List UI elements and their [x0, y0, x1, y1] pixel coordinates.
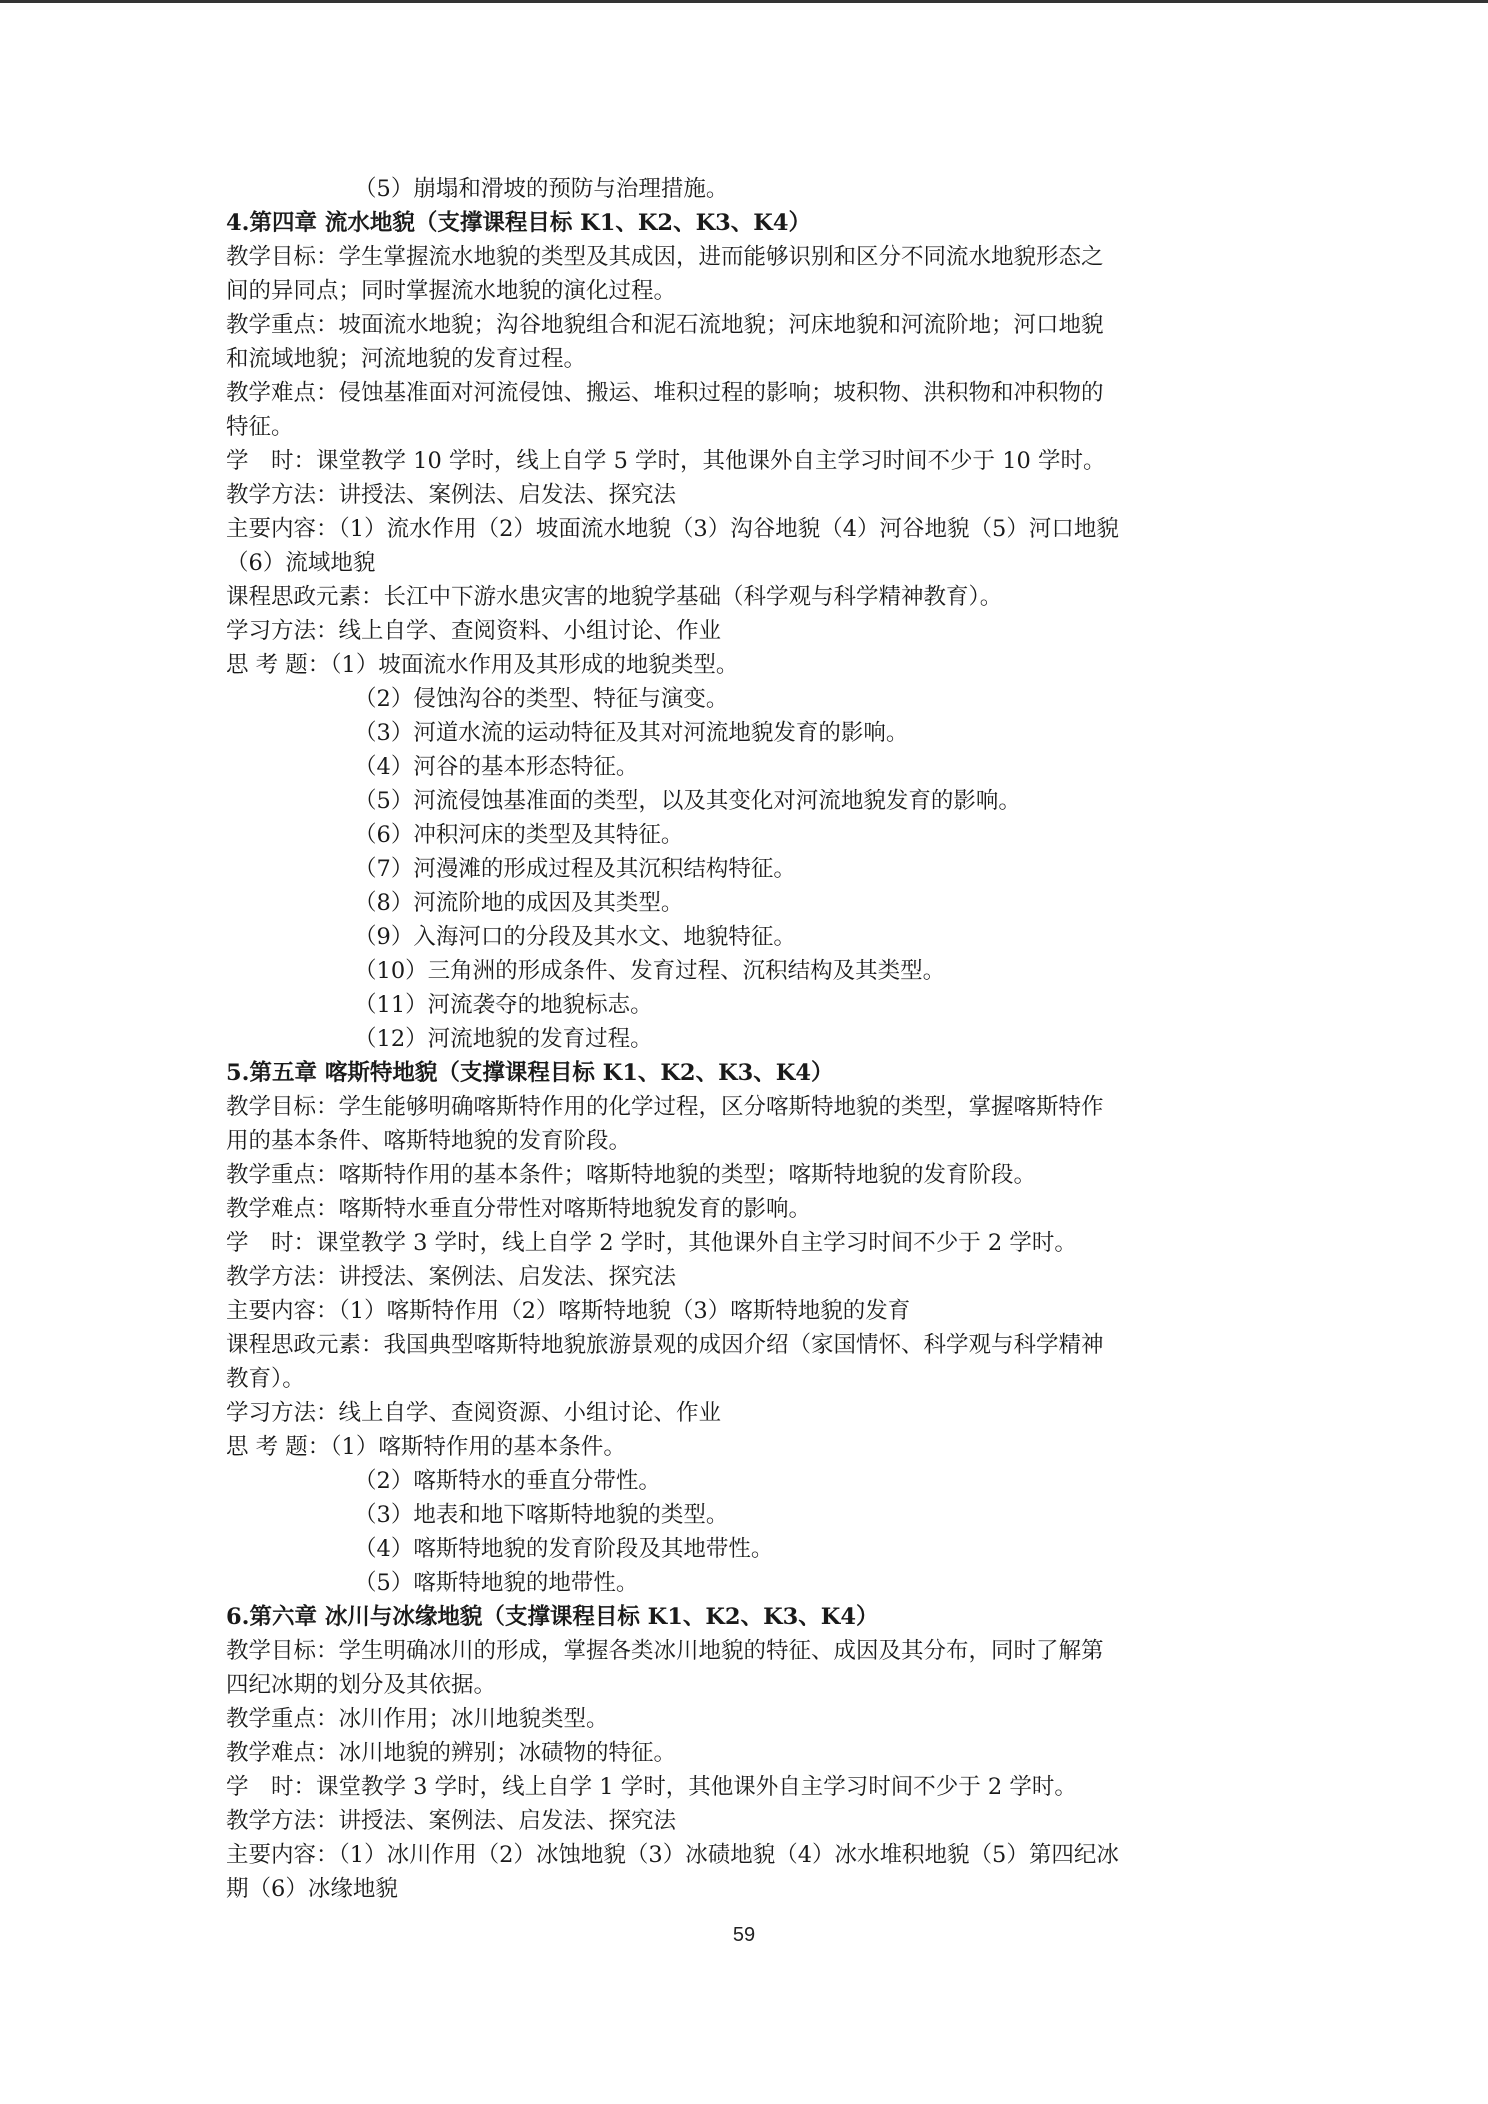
page-number: 59 [732, 1924, 756, 1946]
ch4-methods: 教学方法：讲授法、案例法、启发法、探究法 [226, 482, 677, 508]
ch4-study: 学习方法：线上自学、查阅资料、小组讨论、作业 [226, 618, 722, 644]
ch5-key: 教学重点：喀斯特作用的基本条件；喀斯特地貌的类型；喀斯特地貌的发育阶段。 [226, 1162, 1037, 1188]
ch4-ideology: 课程思政元素：长江中下游水患灾害的地貌学基础（科学观与科学精神教育）。 [226, 584, 1003, 610]
ch5-goal-line-1: 教学目标：学生能够明确喀斯特作用的化学过程，区分喀斯特地貌的类型，掌握喀斯特作 [226, 1094, 1104, 1120]
ch4-question: （11）河流袭夺的地貌标志。 [354, 992, 653, 1018]
ch4-question: （4）河谷的基本形态特征。 [354, 754, 639, 780]
ch4-question: （8）河流阶地的成因及其类型。 [354, 890, 684, 916]
ch4-question: （7）河漫滩的形成过程及其沉积结构特征。 [354, 856, 796, 882]
ch4-question: （2）侵蚀沟谷的类型、特征与演变。 [354, 686, 729, 712]
carry-over-item: （5）崩塌和滑坡的预防与治理措施。 [354, 176, 729, 202]
ch5-questions-first: 思 考 题：（1）喀斯特作用的基本条件。 [226, 1434, 626, 1460]
ch4-key-line-1: 教学重点：坡面流水地貌；沟谷地貌组合和泥石流地貌；河床地貌和河流阶地；河口地貌 [226, 312, 1104, 338]
ch4-question: （6）冲积河床的类型及其特征。 [354, 822, 684, 848]
ch4-question: （9）入海河口的分段及其水文、地貌特征。 [354, 924, 796, 950]
ch5-question: （2）喀斯特水的垂直分带性。 [354, 1468, 661, 1494]
ch4-question: （3）河道水流的运动特征及其对河流地貌发育的影响。 [354, 720, 909, 746]
ch5-content: 主要内容：（1）喀斯特作用（2）喀斯特地貌（3）喀斯特地貌的发育 [226, 1298, 911, 1324]
ch4-content-line-1: 主要内容：（1）流水作用（2）坡面流水地貌（3）沟谷地貌（4）河谷地貌（5）河口地貌 [226, 516, 1119, 542]
ch5-question: （5）喀斯特地貌的地带性。 [354, 1570, 639, 1596]
ch6-goal-line-1: 教学目标：学生明确冰川的形成，掌握各类冰川地貌的特征、成因及其分布，同时了解第 [226, 1638, 1104, 1664]
chapter-5-heading: 5.第五章 喀斯特地貌（支撑课程目标 K1、K2、K3、K4） [226, 1060, 834, 1086]
ch6-difficulty: 教学难点：冰川地貌的辨别；冰碛物的特征。 [226, 1740, 677, 1766]
document-body [226, 172, 1266, 1906]
ch5-hours: 学 时：课堂教学 3 学时，线上自学 2 学时，其他课外自主学习时间不少于 2 学时。 [226, 1230, 1077, 1256]
ch6-goal-line-2: 四纪冰期的划分及其依据。 [226, 1672, 497, 1698]
ch4-difficulty-line-2: 特征。 [226, 414, 294, 440]
ch4-goal-line-1: 教学目标：学生掌握流水地貌的类型及其成因，进而能够识别和区分不同流水地貌形态之 [226, 244, 1104, 270]
ch4-hours: 学 时：课堂教学 10 学时，线上自学 5 学时，其他课外自主学习时间不少于 10 学时。 [226, 448, 1106, 474]
ch5-question: （4）喀斯特地貌的发育阶段及其地带性。 [354, 1536, 774, 1562]
ch5-study: 学习方法：线上自学、查阅资源、小组讨论、作业 [226, 1400, 722, 1426]
ch5-goal-line-2: 用的基本条件、喀斯特地貌的发育阶段。 [226, 1128, 632, 1154]
ch4-question: （10）三角洲的形成条件、发育过程、沉积结构及其类型。 [354, 958, 946, 984]
ch6-methods: 教学方法：讲授法、案例法、启发法、探究法 [226, 1808, 677, 1834]
ch6-content-line-1: 主要内容：（1）冰川作用（2）冰蚀地貌（3）冰碛地貌（4）冰水堆积地貌（5）第四纪冰 [226, 1842, 1119, 1868]
ch5-ideology-line-2: 教育）。 [226, 1366, 305, 1392]
ch5-methods: 教学方法：讲授法、案例法、启发法、探究法 [226, 1264, 677, 1290]
chapter-6-heading: 6.第六章 冰川与冰缘地貌（支撑课程目标 K1、K2、K3、K4） [226, 1604, 879, 1630]
ch4-goal-line-2: 间的异同点；同时掌握流水地貌的演化过程。 [226, 278, 677, 304]
ch6-hours: 学 时：课堂教学 3 学时，线上自学 1 学时，其他课外自主学习时间不少于 2 学时。 [226, 1774, 1077, 1800]
ch4-difficulty-line-1: 教学难点：侵蚀基准面对河流侵蚀、搬运、堆积过程的影响；坡积物、洪积物和冲积物的 [226, 380, 1104, 406]
ch5-ideology-line-1: 课程思政元素：我国典型喀斯特地貌旅游景观的成因介绍（家国情怀、科学观与科学精神 [226, 1332, 1104, 1358]
ch4-key-line-2: 和流域地貌；河流地貌的发育过程。 [226, 346, 587, 372]
ch5-difficulty: 教学难点：喀斯特水垂直分带性对喀斯特地貌发育的影响。 [226, 1196, 812, 1222]
top-border [0, 0, 1488, 3]
ch4-questions-first: 思 考 题：（1）坡面流水作用及其形成的地貌类型。 [226, 652, 739, 678]
ch6-content-line-2: 期（6）冰缘地貌 [226, 1876, 398, 1902]
ch5-question: （3）地表和地下喀斯特地貌的类型。 [354, 1502, 729, 1528]
chapter-4-heading: 4.第四章 流水地貌（支撑课程目标 K1、K2、K3、K4） [226, 210, 812, 236]
ch4-question: （5）河流侵蚀基准面的类型，以及其变化对河流地貌发育的影响。 [354, 788, 1021, 814]
ch4-question: （12）河流地貌的发育过程。 [354, 1026, 653, 1052]
ch4-content-line-2: （6）流域地貌 [226, 550, 376, 576]
ch6-key: 教学重点：冰川作用；冰川地貌类型。 [226, 1706, 609, 1732]
